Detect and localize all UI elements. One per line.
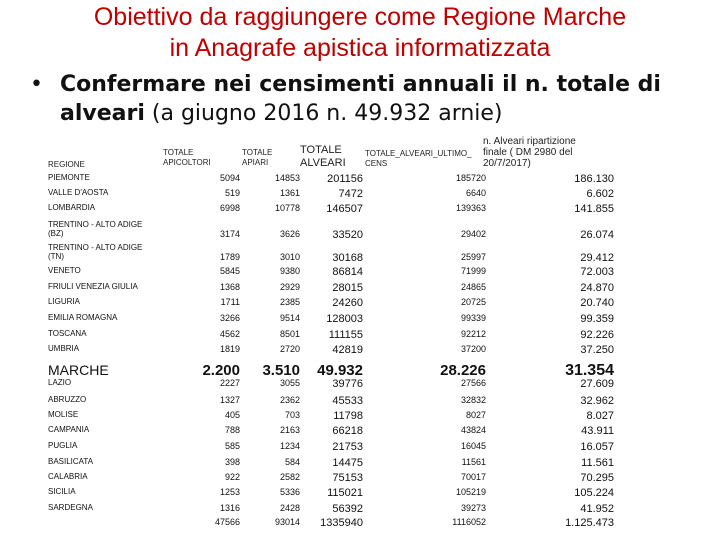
slide-title-line-1: Obiettivo da raggiungere come Regione Marche xyxy=(93,3,627,31)
last-census-cell: 99339 xyxy=(460,313,486,323)
hives-cell: 45533 xyxy=(332,395,363,407)
header-last-census: TOTALE_ALVEARI_ULTIMO_ CENS xyxy=(365,149,472,168)
table-row xyxy=(0,220,720,241)
region-cell: ABRUZZO xyxy=(48,395,87,404)
distribution-cell: 29.412 xyxy=(580,252,614,264)
header-distribution: n. Alveari ripartizione finale ( DM 2980 del 20/7/2017) xyxy=(483,136,576,169)
table-row xyxy=(0,362,720,378)
hives-cell: 30168 xyxy=(332,252,363,264)
distribution-cell: 11.561 xyxy=(581,457,614,469)
table-row xyxy=(0,188,720,204)
last-census-cell: 185720 xyxy=(455,173,486,183)
beekeepers-cell: 922 xyxy=(224,472,240,482)
distribution-cell: 16.057 xyxy=(580,441,614,453)
last-census-cell: 8027 xyxy=(465,410,486,420)
table-row xyxy=(0,329,720,345)
apiaries-cell: 2720 xyxy=(279,344,300,354)
region-cell: VALLE D'AOSTA xyxy=(48,188,109,197)
table-row xyxy=(0,203,720,219)
last-census-cell: 37200 xyxy=(460,344,486,354)
distribution-cell: 72.003 xyxy=(580,266,614,278)
last-census-cell: 27566 xyxy=(460,378,486,388)
beekeepers-cell: 2.200 xyxy=(202,362,240,379)
apiaries-cell: 2362 xyxy=(279,395,300,405)
table-row xyxy=(0,425,720,441)
distribution-cell: 105.224 xyxy=(574,487,614,499)
distribution-cell: 20.740 xyxy=(580,297,614,309)
region-cell: PIEMONTE xyxy=(48,173,90,182)
apiaries-cell: 93014 xyxy=(274,517,300,527)
beekeepers-cell: 1368 xyxy=(219,282,240,292)
distribution-cell: 26.074 xyxy=(580,229,614,241)
apiaries-cell: 5336 xyxy=(279,487,300,497)
apiaries-cell: 14853 xyxy=(274,173,300,183)
apiaries-cell: 703 xyxy=(284,410,300,420)
slide-title-line-2: in Anagrafe apistica informatizzata xyxy=(169,34,551,62)
bullet-point xyxy=(30,70,690,128)
distribution-cell: 41.952 xyxy=(580,503,614,515)
region-cell: TRENTINO - ALTO ADIGE (TN) xyxy=(48,243,143,261)
hives-cell: 21753 xyxy=(332,441,363,453)
hives-cell: 86814 xyxy=(332,266,363,278)
beekeepers-cell: 519 xyxy=(224,188,240,198)
hives-cell: 33520 xyxy=(332,229,363,241)
region-cell: LOMBARDIA xyxy=(48,203,96,212)
beekeepers-cell: 1819 xyxy=(219,344,240,354)
apiaries-cell: 2929 xyxy=(279,282,300,292)
table-row xyxy=(0,313,720,329)
distribution-cell: 31.354 xyxy=(565,362,614,379)
beekeepers-cell: 2227 xyxy=(219,378,240,388)
hives-cell: 1335940 xyxy=(320,517,363,529)
hives-cell: 11798 xyxy=(333,410,363,422)
apiaries-cell: 2385 xyxy=(279,297,300,307)
apiaries-cell: 3055 xyxy=(279,378,300,388)
table-row xyxy=(0,266,720,282)
region-cell: BASILICATA xyxy=(48,457,94,466)
region-cell: LAZIO xyxy=(48,378,72,387)
table-row xyxy=(0,517,720,533)
table-row xyxy=(0,378,720,394)
bullet-normal-text: (a giugno 2016 n. 49.932 arnie) xyxy=(144,101,503,126)
distribution-cell: 43.911 xyxy=(581,425,614,437)
hives-cell: 128003 xyxy=(326,313,363,325)
region-cell: FRIULI VENEZIA GIULIA xyxy=(48,282,138,291)
hives-cell: 24260 xyxy=(332,297,363,309)
beekeepers-cell: 4562 xyxy=(219,329,240,339)
distribution-cell: 27.609 xyxy=(580,378,614,390)
distribution-cell: 8.027 xyxy=(586,410,614,422)
hives-cell: 115021 xyxy=(327,487,363,499)
region-cell: PUGLIA xyxy=(48,441,78,450)
hives-cell: 42819 xyxy=(332,344,363,356)
last-census-cell: 1116052 xyxy=(452,517,486,527)
table-row xyxy=(0,243,720,264)
beekeepers-cell: 1711 xyxy=(220,297,240,307)
hives-cell: 201156 xyxy=(327,173,363,185)
distribution-cell: 24.870 xyxy=(580,282,614,294)
last-census-cell: 39273 xyxy=(460,503,486,513)
region-cell: SICILIA xyxy=(48,487,76,496)
table-row xyxy=(0,297,720,313)
last-census-cell: 139363 xyxy=(455,203,486,213)
last-census-cell: 24865 xyxy=(460,282,486,292)
apiaries-cell: 584 xyxy=(284,457,300,467)
beekeepers-cell: 398 xyxy=(224,457,240,467)
hives-cell: 28015 xyxy=(332,282,363,294)
last-census-cell: 32832 xyxy=(460,395,486,405)
slide-title xyxy=(0,2,720,64)
hives-cell: 146507 xyxy=(326,203,363,215)
region-cell: CAMPANIA xyxy=(48,425,90,434)
hives-cell: 14475 xyxy=(332,457,363,469)
apiaries-cell: 1361 xyxy=(279,188,300,198)
header-hives: TOTALE ALVEARI xyxy=(300,144,346,169)
hives-cell: 39776 xyxy=(332,378,363,390)
region-cell: UMBRIA xyxy=(48,344,80,353)
region-cell: CALABRIA xyxy=(48,472,88,481)
table-row xyxy=(0,395,720,411)
table-row xyxy=(0,441,720,457)
table-row xyxy=(0,487,720,503)
last-census-cell: 11561 xyxy=(461,457,486,467)
distribution-cell: 32.962 xyxy=(580,395,614,407)
apiaries-cell: 3010 xyxy=(279,252,300,262)
beekeepers-cell: 1327 xyxy=(219,395,240,405)
apiaries-cell: 1234 xyxy=(279,441,300,451)
distribution-cell: 37.250 xyxy=(580,344,614,356)
region-cell: MARCHE xyxy=(48,362,109,378)
header-region: REGIONE xyxy=(48,160,85,169)
table-row xyxy=(0,457,720,473)
bullet-symbol: • xyxy=(30,72,43,97)
apiaries-cell: 2428 xyxy=(279,503,300,513)
last-census-cell: 105219 xyxy=(455,487,486,497)
apiaries-cell: 9514 xyxy=(279,313,300,323)
apiaries-cell: 3.510 xyxy=(262,362,300,379)
header-apiaries: TOTALE APIARI xyxy=(242,148,273,167)
distribution-cell: 92.226 xyxy=(580,329,614,341)
last-census-cell: 29402 xyxy=(460,229,486,239)
region-cell: TRENTINO - ALTO ADIGE (BZ) xyxy=(48,220,143,238)
last-census-cell: 20725 xyxy=(460,297,486,307)
region-cell: TOSCANA xyxy=(48,329,87,338)
distribution-cell: 186.130 xyxy=(574,173,614,185)
apiaries-cell: 10778 xyxy=(274,203,300,213)
apiaries-cell: 2582 xyxy=(279,472,300,482)
last-census-cell: 28.226 xyxy=(440,362,486,379)
region-cell: SARDEGNA xyxy=(48,503,93,512)
table-row xyxy=(0,173,720,189)
bullet-bold-text: Confermare nei censimenti annuali il n. totale di alveari xyxy=(60,72,661,126)
hives-cell: 75153 xyxy=(332,472,363,484)
header-beekeepers: TOTALE APICOLTORI xyxy=(163,148,211,167)
region-cell: VENETO xyxy=(48,266,81,275)
apiaries-cell: 2163 xyxy=(279,425,300,435)
beekeepers-cell: 3266 xyxy=(219,313,240,323)
last-census-cell: 16045 xyxy=(460,441,486,451)
hives-cell: 111155 xyxy=(328,329,363,341)
last-census-cell: 92212 xyxy=(460,329,486,339)
distribution-cell: 141.855 xyxy=(574,203,614,215)
hives-cell: 7472 xyxy=(338,188,363,200)
distribution-cell: 99.359 xyxy=(580,313,614,325)
hives-cell: 66218 xyxy=(332,425,363,437)
beekeepers-cell: 5845 xyxy=(219,266,240,276)
region-cell: MOLISE xyxy=(48,410,79,419)
beekeepers-cell: 1316 xyxy=(219,503,240,513)
beekeepers-cell: 405 xyxy=(224,410,240,420)
region-cell: LIGURIA xyxy=(48,297,81,306)
table-row xyxy=(0,410,720,426)
distribution-cell: 70.295 xyxy=(580,472,614,484)
beekeepers-cell: 47566 xyxy=(214,517,240,527)
table-row xyxy=(0,344,720,360)
beekeepers-cell: 585 xyxy=(224,441,240,451)
region-cell: EMILIA ROMAGNA xyxy=(48,313,118,322)
distribution-cell: 1.125.473 xyxy=(565,517,614,529)
beekeepers-cell: 5094 xyxy=(219,173,240,183)
beekeepers-cell: 1789 xyxy=(219,252,240,262)
apiaries-cell: 3626 xyxy=(279,229,300,239)
beekeepers-cell: 3174 xyxy=(219,229,240,239)
last-census-cell: 71999 xyxy=(460,266,486,276)
distribution-cell: 6.602 xyxy=(586,188,614,200)
apiaries-cell: 9380 xyxy=(279,266,300,276)
last-census-cell: 70017 xyxy=(460,472,486,482)
bullet-text xyxy=(60,70,690,128)
beekeepers-cell: 1253 xyxy=(219,487,240,497)
last-census-cell: 43824 xyxy=(460,425,486,435)
beekeepers-cell: 788 xyxy=(224,425,240,435)
beekeepers-cell: 6998 xyxy=(219,203,240,213)
table-row xyxy=(0,282,720,298)
last-census-cell: 25997 xyxy=(460,252,486,262)
table-row xyxy=(0,472,720,488)
apiaries-cell: 8501 xyxy=(279,329,300,339)
hives-cell: 56392 xyxy=(332,503,363,515)
hives-cell: 49.932 xyxy=(317,362,363,379)
last-census-cell: 6640 xyxy=(465,188,486,198)
